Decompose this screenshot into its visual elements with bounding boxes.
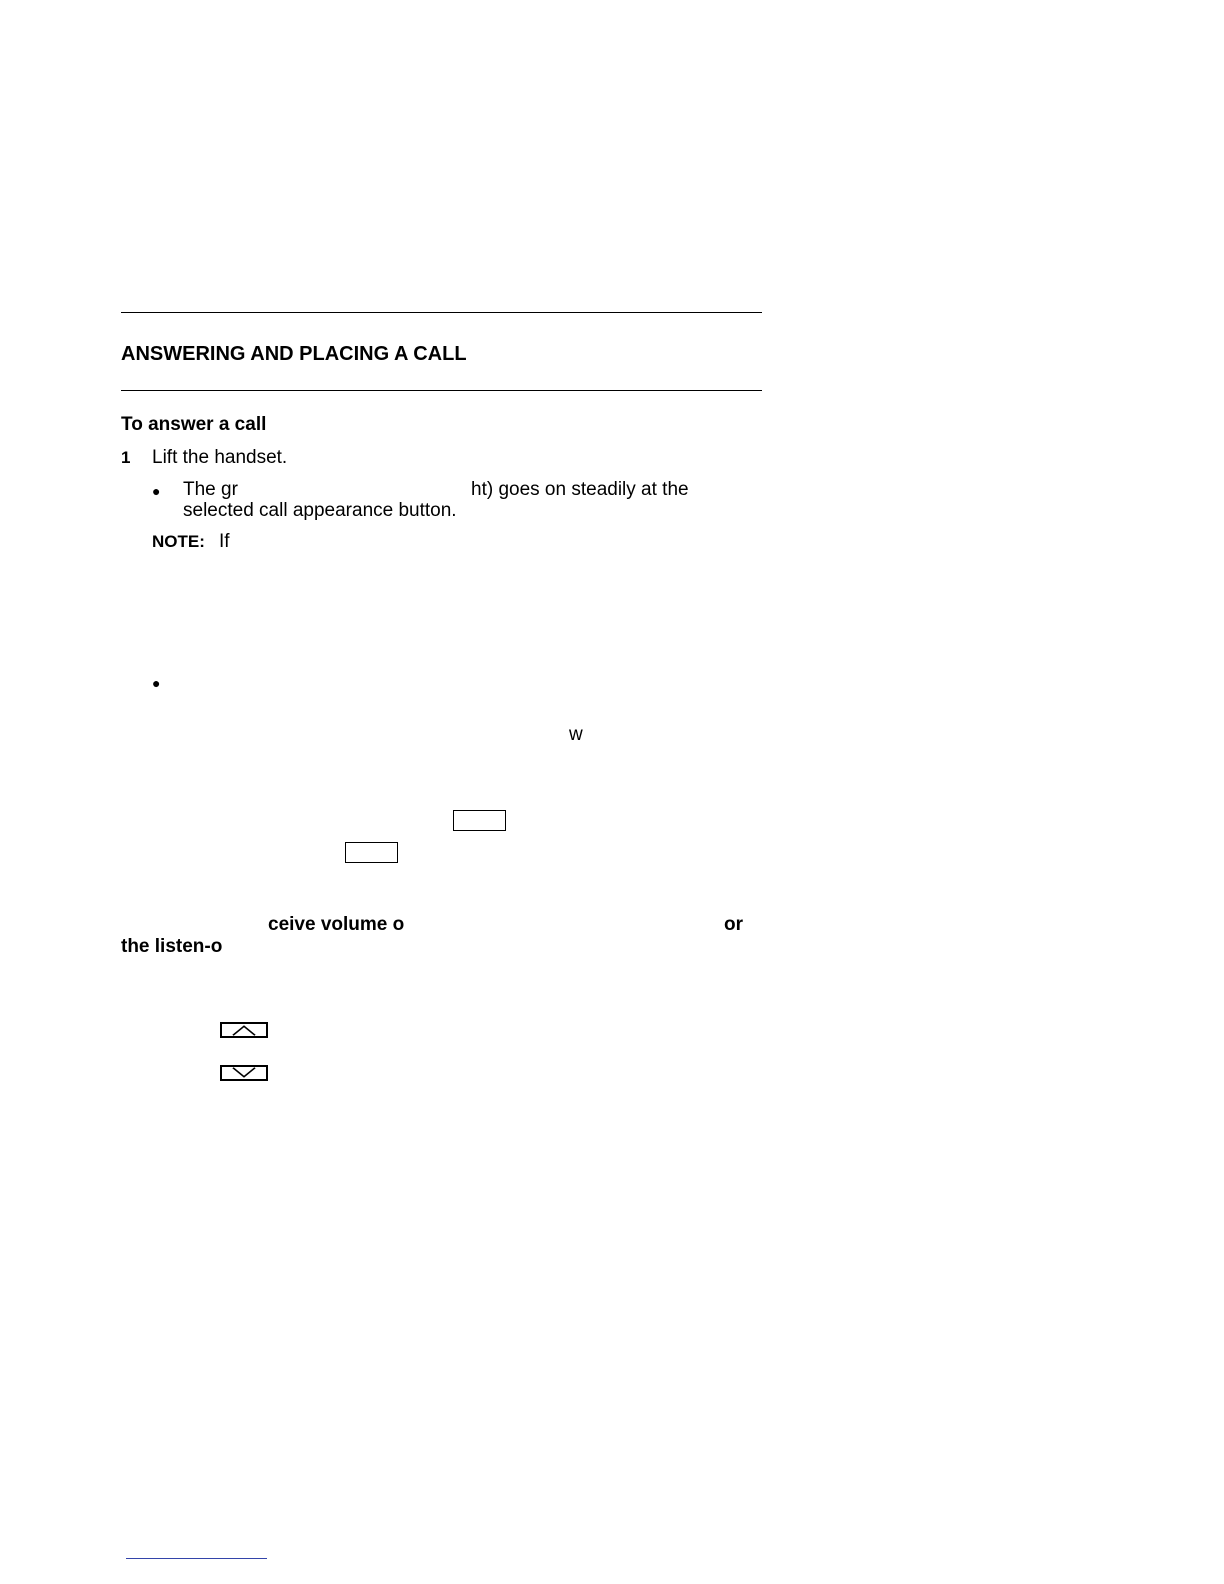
volume-heading-fragment: or [724,914,743,935]
chevron-up-icon [220,1022,268,1038]
volume-heading-fragment: ceive volume o [268,914,405,935]
chevron-down-icon [220,1065,268,1081]
bullet-marker: ● [152,675,161,691]
volume-heading-fragment: the listen-o [121,936,223,957]
step-number: 1 [121,448,131,467]
text-fragment: w [569,724,583,745]
answer-heading: To answer a call [121,414,267,435]
button-box [345,842,398,863]
top-rule [121,312,762,313]
bullet-text-part1: The gr [183,479,238,500]
section-rule [121,390,762,391]
button-box [453,810,506,831]
footer-link-rule [126,1558,267,1559]
bullet-text-part2: ht) goes on steadily at the [471,479,689,500]
note-text: If [219,531,230,552]
note-label: NOTE: [152,532,205,551]
bullet-text-line2: selected call appearance button. [183,500,457,521]
section-title: ANSWERING AND PLACING A CALL [121,343,467,365]
step-text: Lift the handset. [152,447,288,468]
bullet-marker: ● [152,483,161,499]
